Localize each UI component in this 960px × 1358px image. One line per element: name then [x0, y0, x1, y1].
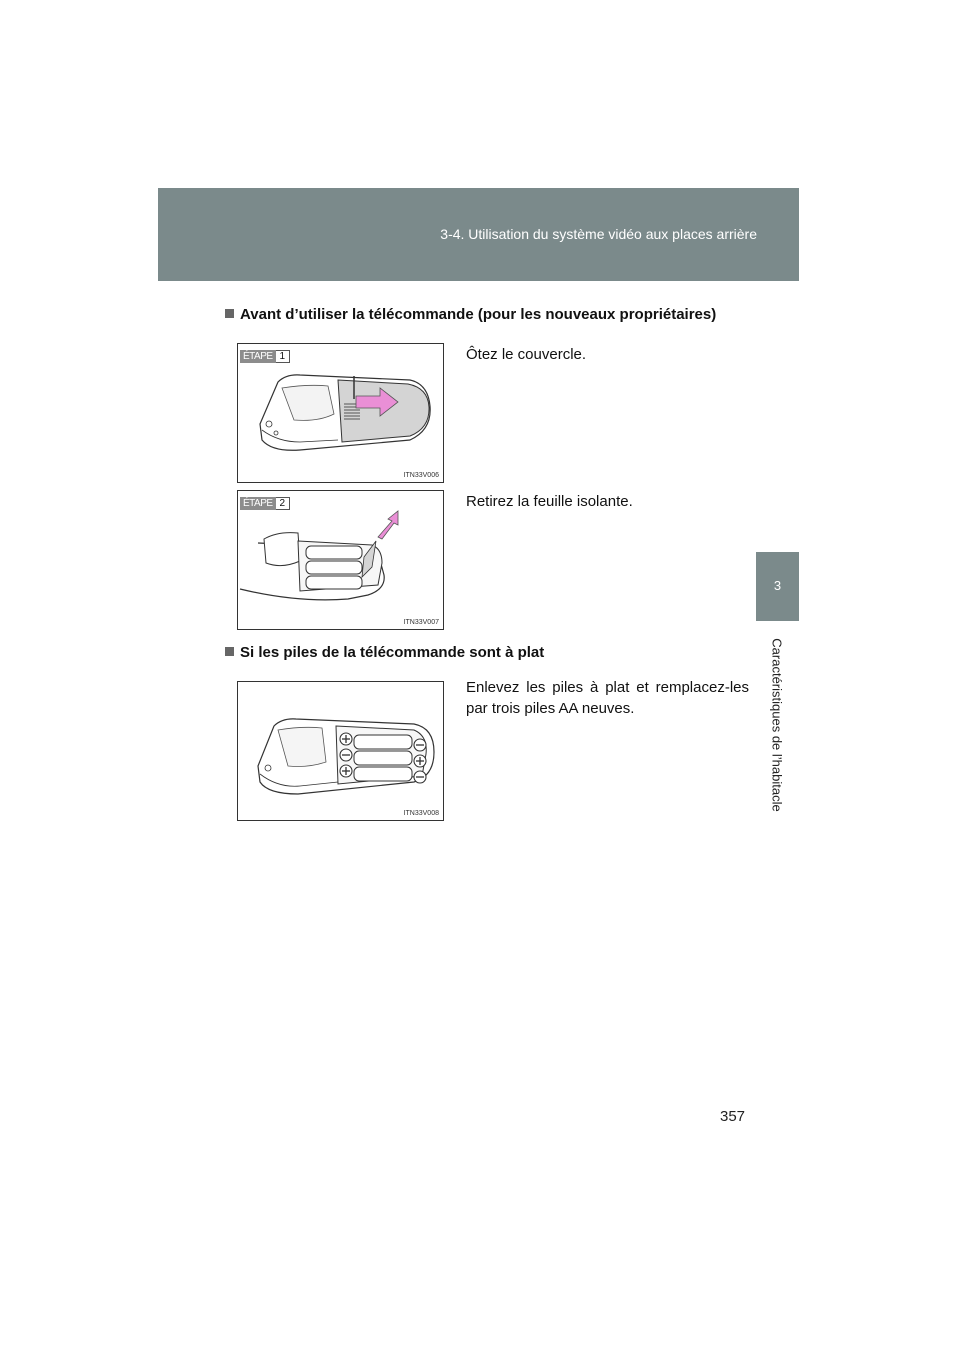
step-badge-number: 2 [276, 497, 291, 510]
chapter-number: 3 [773, 578, 782, 593]
section-heading-text: Avant d’utiliser la télécommande (pour les nouveaux propriétaires) [240, 306, 717, 323]
chapter-label: Caractéristiques de l’habitacle [769, 638, 785, 812]
header-band [158, 188, 799, 281]
step-2-text: Retirez la feuille isolante. [466, 493, 633, 510]
figure-step-2 [237, 490, 444, 630]
section-heading-text: Si les piles de la télécommande sont à plat [240, 644, 545, 661]
step-badge-1 [240, 350, 290, 363]
battery-replacement-illustration [238, 682, 443, 820]
step-badge-2 [240, 497, 290, 510]
heading-bullet-icon [225, 309, 234, 318]
figure-code: ITN33V006 [403, 472, 439, 479]
figure-batteries [237, 681, 444, 821]
step-badge-label: ÉTAPE [240, 350, 276, 363]
section-heading-dead-batteries [225, 644, 544, 661]
remote-battery-illustration [238, 491, 443, 629]
section-heading-before-use [225, 306, 716, 323]
battery-text: Enlevez les piles à plat et remplacez-les par trois piles AA neuves. [466, 679, 749, 717]
step-1-text: Ôtez le couvercle. [466, 346, 587, 363]
figure-code: ITN33V007 [403, 619, 439, 626]
page-number: 357 [720, 1108, 746, 1125]
figure-code: ITN33V008 [403, 810, 439, 817]
chapter-tab [756, 552, 799, 621]
step-badge-number: 1 [276, 350, 291, 363]
step-badge-label: ÉTAPE [240, 497, 276, 510]
heading-bullet-icon [225, 647, 234, 656]
figure-step-1 [237, 343, 444, 483]
remote-cover-illustration [238, 344, 443, 482]
section-title: 3-4. Utilisation du système vidéo aux places arrière [440, 226, 757, 242]
